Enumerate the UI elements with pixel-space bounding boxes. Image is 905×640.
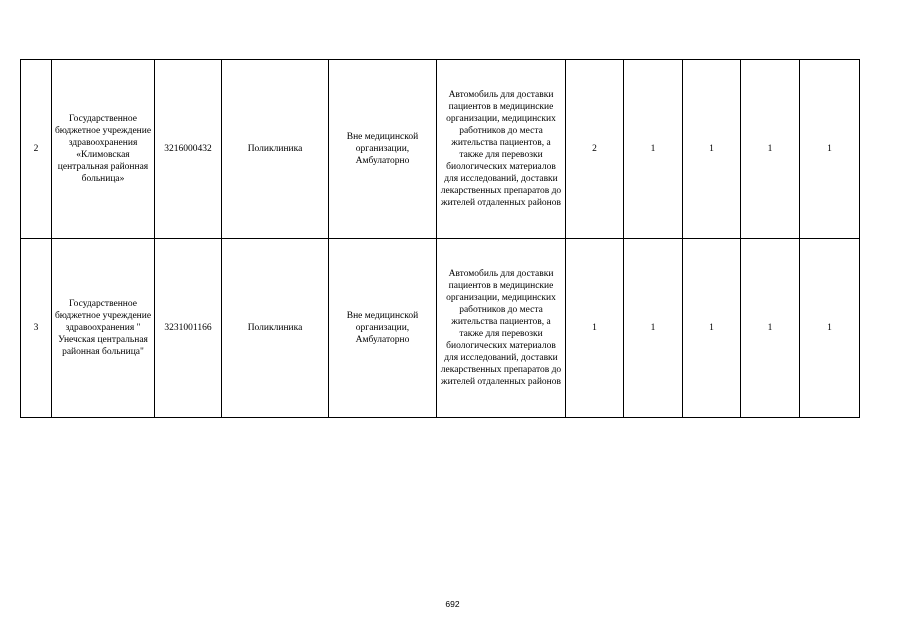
institution-name-cell: Государственное бюджетное учреждение здравоохранения " Унечская центральная районная больница" [52, 239, 155, 418]
institution-name-cell: Государственное бюджетное учреждение здравоохранения «Климовская центральная районная больница» [52, 60, 155, 239]
count-cell: 1 [683, 239, 741, 418]
vehicle-purpose-cell: Автомобиль для доставки пациентов в медицинские организации, медицинских работников до места жительства пациентов, а также для перевозки биологических материалов для исследований, доставки лекарственных препаратов до жителей отдаленных районов [437, 239, 566, 418]
count-cell: 1 [624, 60, 683, 239]
row-number-cell: 3 [21, 239, 52, 418]
count-cell: 1 [741, 239, 800, 418]
table-row [21, 239, 860, 418]
inn-cell: 3216000432 [155, 60, 222, 239]
count-cell: 1 [624, 239, 683, 418]
table-row [21, 60, 860, 239]
inn-cell: 3231001166 [155, 239, 222, 418]
unit-type-cell: Поликлиника [222, 239, 329, 418]
count-cell: 1 [741, 60, 800, 239]
count-cell: 1 [800, 60, 860, 239]
count-cell: 1 [683, 60, 741, 239]
page-number: 692 [445, 599, 460, 609]
count-cell: 1 [800, 239, 860, 418]
count-cell: 2 [566, 60, 624, 239]
vehicles-table [20, 59, 860, 418]
unit-type-cell: Поликлиника [222, 60, 329, 239]
conditions-cell: Вне медицинской организации, Амбулаторно [329, 60, 437, 239]
conditions-cell: Вне медицинской организации, Амбулаторно [329, 239, 437, 418]
count-cell: 1 [566, 239, 624, 418]
vehicle-purpose-cell: Автомобиль для доставки пациентов в медицинские организации, медицинских работников до места жительства пациентов, а также для перевозки биологических материалов для исследований, доставки лекарственных препаратов до жителей отдаленных районов [437, 60, 566, 239]
row-number-cell: 2 [21, 60, 52, 239]
